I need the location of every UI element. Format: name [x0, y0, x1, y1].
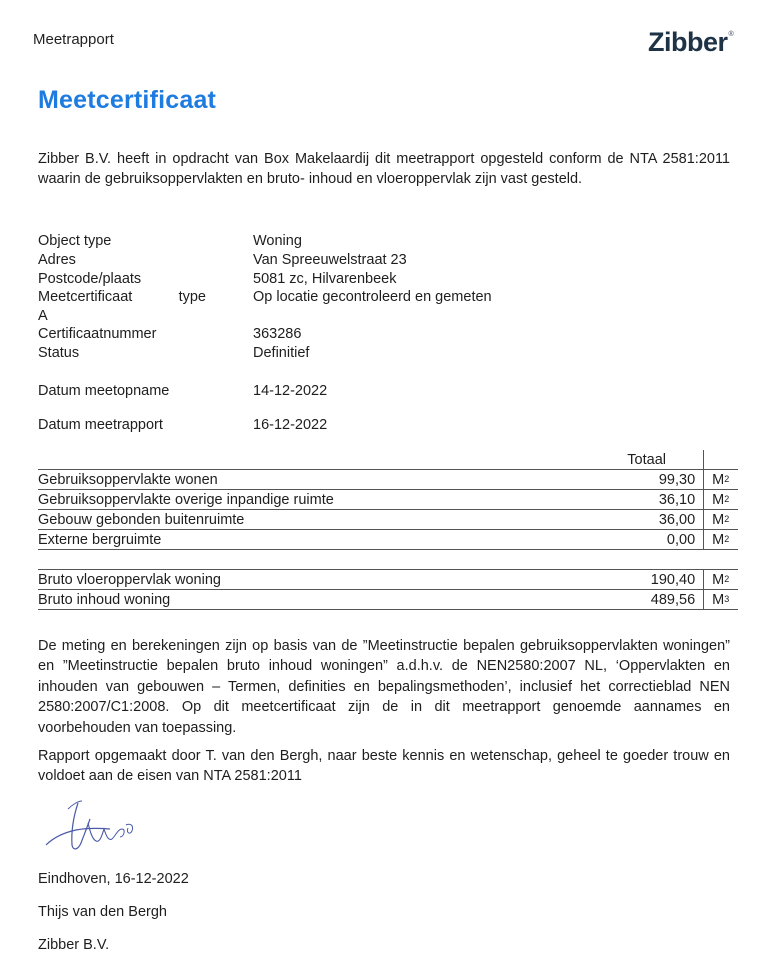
registered-mark: ®: [728, 31, 734, 38]
detail-label: [38, 288, 213, 326]
signature-image: [38, 795, 143, 857]
label-part: A: [38, 308, 48, 324]
row-label: Gebruiksoppervlakte overige inpandige ruimte: [38, 490, 598, 510]
row-unit: $M^2$: [704, 510, 738, 530]
detail-value: 363286: [253, 326, 302, 342]
row-unit: $M^2$: [704, 490, 738, 510]
row-value: 36,10: [598, 490, 704, 510]
intro-text: Zibber B.V. heeft in opdracht van Box Makelaardij dit meetrapport opgesteld conform de NTA 2581:2011 waarin de gebruiksoppervlakten en bruto- inhoud en vloeroppervlak zijn vast gesteld.: [38, 151, 730, 187]
row-label: Externe bergruimte: [38, 530, 598, 550]
logo-text: Zibber: [648, 27, 728, 57]
detail-label: Postcode/plaats: [38, 271, 142, 287]
label-part: type: [178, 289, 206, 305]
table-row: [38, 570, 738, 590]
table-row: [38, 470, 738, 490]
zibber-logo: [648, 27, 733, 58]
detail-label: Adres: [38, 252, 76, 268]
row-unit: $M^2$: [704, 530, 738, 550]
table-row: [38, 590, 738, 610]
row-value: 489,56: [598, 590, 704, 610]
measurement-table: [38, 450, 738, 610]
table-header-row: [38, 450, 738, 470]
row-label: Gebouw gebonden buitenruimte: [38, 510, 598, 530]
table-spacer: [38, 550, 738, 570]
total-header: Totaal: [598, 450, 704, 470]
footer-name: Thijs van den Bergh: [38, 904, 167, 920]
row-unit: $M^3$: [704, 590, 738, 610]
detail-value: Van Spreeuwelstraat 23: [253, 252, 407, 268]
footer-place-date: Eindhoven, 16-12-2022: [38, 871, 189, 887]
row-value: 99,30: [598, 470, 704, 490]
detail-value: 5081 zc, Hilvarenbeek: [253, 271, 397, 287]
detail-label: Datum meetrapport: [38, 417, 163, 433]
header-title: Meetrapport: [33, 31, 114, 48]
row-label: Gebruiksoppervlakte wonen: [38, 470, 598, 490]
detail-value: Definitief: [253, 345, 310, 361]
row-unit: $M^2$: [704, 470, 738, 490]
row-label: Bruto vloeroppervlak woning: [38, 570, 598, 590]
detail-label: Status: [38, 345, 80, 361]
table-row: [38, 510, 738, 530]
row-value: 36,00: [598, 510, 704, 530]
detail-value: 16-12-2022: [253, 417, 328, 433]
detail-value: 14-12-2022: [253, 383, 328, 399]
footer-company: Zibber B.V.: [38, 937, 110, 953]
methodology-paragraph: De meting en berekeningen zijn op basis van de ”Meetinstructie bepalen gebruiksoppervlakten woningen” en ”Meetinstructie bepalen bruto inhoud woningen” a.d.h.v. de NEN2580:2007 NL, ‘Oppervlakten en inhouden van gebouwen – Termen, definities en bepalingsmethoden’, inclusief het correctieblad NEN 2580:2007/C1:2008. Op dit meetcertificaat zijn de in dit meetrapport genoemde aannames en voorbehouden van toepassing.: [38, 638, 730, 736]
row-value: 190,40: [598, 570, 704, 590]
detail-label: Certificaatnummer: [38, 326, 157, 342]
table-row: [38, 530, 738, 550]
table-row: [38, 490, 738, 510]
page-title: Meetcertificaat: [38, 86, 217, 114]
row-unit: $M^2$: [704, 570, 738, 590]
row-label: Bruto inhoud woning: [38, 590, 598, 610]
detail-value: Woning: [253, 233, 302, 249]
detail-label: Object type: [38, 233, 112, 249]
detail-label: Datum meetopname: [38, 383, 170, 399]
label-part: Meetcertificaat: [38, 289, 133, 305]
row-value: 0,00: [598, 530, 704, 550]
author-paragraph: Rapport opgemaakt door T. van den Bergh, naar beste kennis en wetenschap, geheel te goeder trouw en voldoet aan de eisen van NTA 2581:2011: [38, 748, 730, 785]
detail-value: Op locatie gecontroleerd en gemeten: [253, 289, 492, 305]
